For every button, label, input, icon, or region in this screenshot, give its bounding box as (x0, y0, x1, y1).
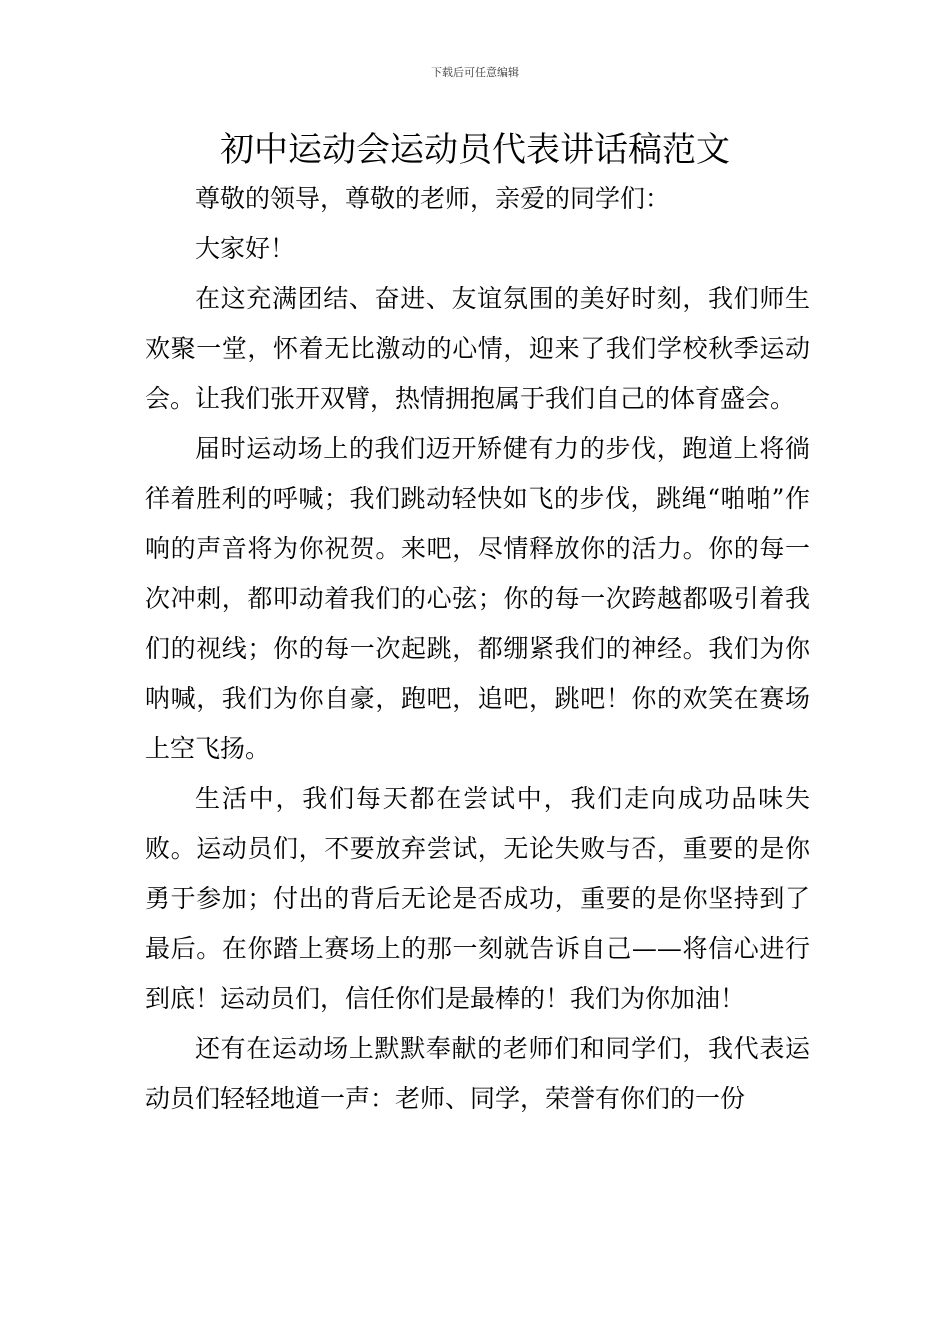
header-note: 下载后可任意编辑 (431, 66, 519, 79)
paragraph-greeting: 大家好！ (195, 234, 296, 263)
document-title: 初中运动会运动员代表讲话稿范文 (220, 130, 730, 170)
paragraph: 还有在运动场上默默奉献的老师们和同学们，我代表运动员们轻轻地道一声：老师、同学，荣誉有你们的一份 (145, 1034, 810, 1113)
paragraph-salutation: 尊敬的领导，尊敬的老师，亲爱的同学们： (195, 184, 671, 213)
document-body (145, 174, 810, 1124)
paragraph: 届时运动场上的我们迈开矫健有力的步伐，跑道上将徜徉着胜利的呼喊；我们跳动轻快如飞的步伐，跳绳“啪啪”作响的声音将为你祝贺。来吧，尽情释放你的活力。你的每一次冲刺，都叩动着我们的心弦；你的每一次跨越都吸引着我们的视线；你的每一次起跳，都绷紧我们的神经。我们为你呐喊，我们为你自豪，跑吧，追吧，跳吧！你的欢笑在赛场上空飞扬。 (145, 434, 810, 763)
paragraph: 在这充满团结、奋进、友谊氛围的美好时刻，我们师生欢聚一堂，怀着无比激动的心情，迎来了我们学校秋季运动会。让我们张开双臂，热情拥抱属于我们自己的体育盛会。 (145, 284, 810, 413)
paragraph: 生活中，我们每天都在尝试中，我们走向成功品味失败。运动员们，不要放弃尝试，无论失败与否，重要的是你勇于参加；付出的背后无论是否成功，重要的是你坚持到了最后。在你踏上赛场上的那一刻就告诉自己——将信心进行到底！运动员们，信任你们是最棒的！我们为你加油！ (145, 784, 810, 1013)
